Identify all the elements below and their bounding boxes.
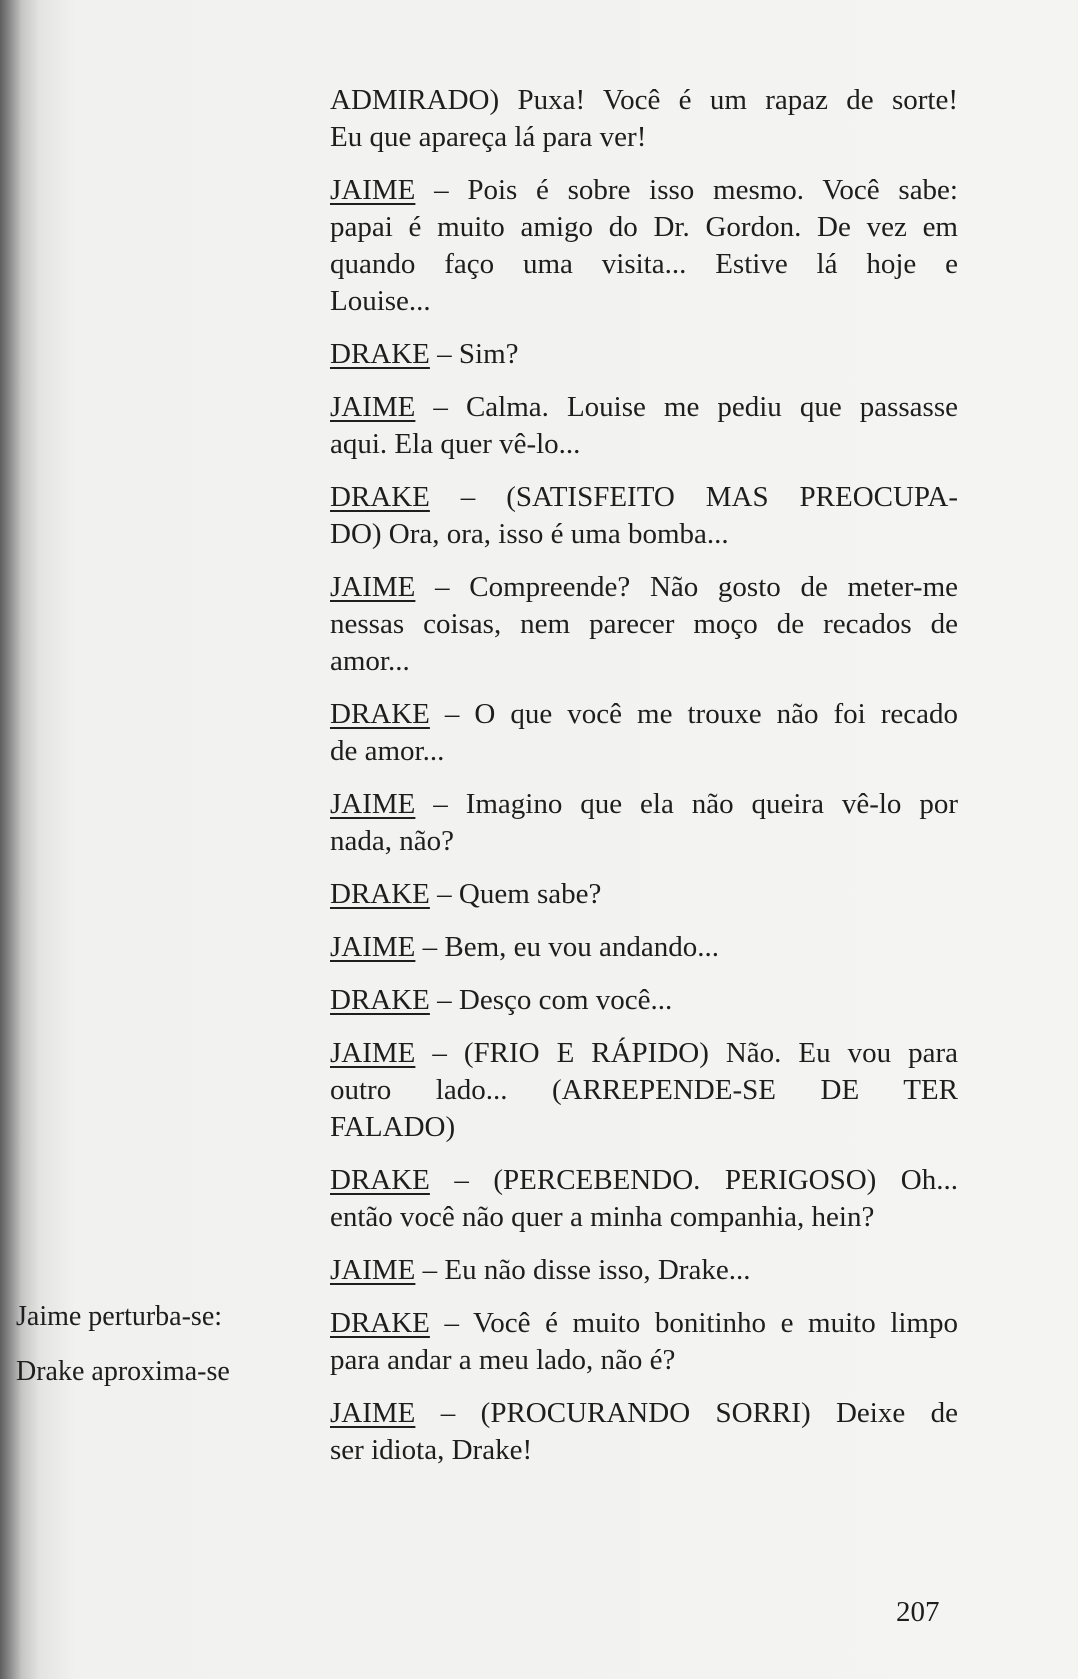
speaker-name: DRAKE xyxy=(330,1307,430,1339)
dialogue-text: – (PERCEBENDO. PERIGOSO) Oh... xyxy=(429,1164,958,1196)
dialogue-text: nessas coisas, nem parecer moço de recados de xyxy=(330,608,958,640)
dialogue-text: de amor... xyxy=(330,735,445,767)
dialogue-line xyxy=(330,1395,958,1432)
dialogue-text: – Bem, eu vou andando... xyxy=(415,931,720,963)
speaker-name: DRAKE xyxy=(330,1164,430,1196)
dialogue-block xyxy=(330,982,958,1019)
dialogue-line xyxy=(330,733,958,770)
speaker-name: DRAKE xyxy=(330,878,430,910)
dialogue-block xyxy=(330,479,958,553)
dialogue-text: – Sim? xyxy=(429,338,519,370)
dialogue-block xyxy=(330,82,958,156)
dialogue-text: ADMIRADO) Puxa! Você é um rapaz de sorte! xyxy=(330,84,958,116)
dialogue-text: DO) Ora, ora, isso é uma bomba... xyxy=(330,518,729,550)
speaker-name: JAIME xyxy=(330,571,416,603)
speaker-name: JAIME xyxy=(330,931,416,963)
dialogue-text: – Calma. Louise me pediu que passasse xyxy=(415,391,958,423)
margin-note-drake: Drake aproxima-se xyxy=(16,1356,230,1387)
dialogue-block xyxy=(330,1395,958,1469)
dialogue-text: aqui. Ela quer vê-lo... xyxy=(330,428,581,460)
dialogue-text: – Você é muito bonitinho e muito limpo xyxy=(429,1307,958,1339)
dialogue-line xyxy=(330,982,958,1019)
page-number: 207 xyxy=(896,1596,940,1628)
dialogue-line xyxy=(330,1109,958,1146)
dialogue-text: – Pois é sobre isso mesmo. Você sabe: xyxy=(415,174,958,206)
dialogue-text: quando faço uma visita... Estive lá hoje e xyxy=(330,248,958,280)
dialogue-text: Louise... xyxy=(330,285,431,317)
dialogue-block xyxy=(330,1305,958,1379)
dialogue-text: – Imagino que ela não queira vê-lo por xyxy=(415,788,958,820)
dialogue-block xyxy=(330,336,958,373)
dialogue-text: – Compreende? Não gosto de meter-me xyxy=(415,571,958,603)
dialogue-block xyxy=(330,569,958,680)
dialogue-text: ser idiota, Drake! xyxy=(330,1434,533,1466)
dialogue-line xyxy=(330,569,958,606)
dialogue-line xyxy=(330,119,958,156)
margin-note-jaime: Jaime perturba-se: xyxy=(16,1301,223,1332)
dialogue-text: – (FRIO E RÁPIDO) Não. Eu vou para xyxy=(415,1037,958,1069)
dialogue-text: Eu que apareça lá para ver! xyxy=(330,121,647,153)
dialogue-text: então você não quer a minha companhia, hein? xyxy=(330,1201,875,1233)
dialogue-block xyxy=(330,929,958,966)
dialogue-line xyxy=(330,389,958,426)
speaker-name: DRAKE xyxy=(330,481,430,513)
speaker-name: DRAKE xyxy=(330,984,430,1016)
dialogue-block xyxy=(330,1252,958,1289)
speaker-name: JAIME xyxy=(330,1037,416,1069)
dialogue-block xyxy=(330,389,958,463)
dialogue-text: – (SATISFEITO MAS PREOCUPA- xyxy=(429,481,958,513)
dialogue-line xyxy=(330,172,958,209)
dialogue-line xyxy=(330,209,958,246)
dialogue-line xyxy=(330,1252,958,1289)
dialogue-line xyxy=(330,1342,958,1379)
dialogue-block xyxy=(330,1162,958,1236)
dialogue-text: – Desço com você... xyxy=(429,984,673,1016)
speaker-name: JAIME xyxy=(330,1254,416,1286)
dialogue-line xyxy=(330,82,958,119)
dialogue-text: para andar a meu lado, não é? xyxy=(330,1344,676,1376)
dialogue-text: – Eu não disse isso, Drake... xyxy=(415,1254,751,1286)
dialogue-text: FALADO) xyxy=(330,1111,456,1143)
speaker-name: DRAKE xyxy=(330,338,430,370)
dialogue-line xyxy=(330,823,958,860)
dialogue-block xyxy=(330,876,958,913)
speaker-name: JAIME xyxy=(330,391,416,423)
dialogue-line xyxy=(330,283,958,320)
dialogue-line xyxy=(330,643,958,680)
dialogue-line xyxy=(330,1305,958,1342)
dialogue-text: amor... xyxy=(330,645,410,677)
dialogue-line xyxy=(330,1162,958,1199)
dialogue-line xyxy=(330,1432,958,1469)
dialogue-line xyxy=(330,786,958,823)
dialogue-column xyxy=(330,82,958,1469)
speaker-name: JAIME xyxy=(330,1397,416,1429)
dialogue-line xyxy=(330,336,958,373)
dialogue-text: – O que você me trouxe não foi recado xyxy=(429,698,958,730)
speaker-name: JAIME xyxy=(330,174,416,206)
dialogue-line xyxy=(330,479,958,516)
dialogue-text: – (PROCURANDO SORRI) Deixe de xyxy=(415,1397,958,1429)
dialogue-line xyxy=(330,1035,958,1072)
dialogue-block xyxy=(330,696,958,770)
dialogue-text: outro lado... (ARREPENDE-SE DE TER xyxy=(330,1074,958,1106)
speaker-name: DRAKE xyxy=(330,698,430,730)
dialogue-line xyxy=(330,929,958,966)
dialogue-line xyxy=(330,516,958,553)
dialogue-line xyxy=(330,1072,958,1109)
speaker-name: JAIME xyxy=(330,788,416,820)
dialogue-text: – Quem sabe? xyxy=(429,878,602,910)
dialogue-line xyxy=(330,1199,958,1236)
dialogue-block xyxy=(330,786,958,860)
dialogue-line xyxy=(330,696,958,733)
dialogue-block xyxy=(330,172,958,320)
dialogue-line xyxy=(330,246,958,283)
dialogue-line xyxy=(330,606,958,643)
dialogue-line xyxy=(330,876,958,913)
dialogue-block xyxy=(330,1035,958,1146)
dialogue-text: papai é muito amigo do Dr. Gordon. De vez em xyxy=(330,211,958,243)
dialogue-line xyxy=(330,426,958,463)
dialogue-text: nada, não? xyxy=(330,825,454,857)
